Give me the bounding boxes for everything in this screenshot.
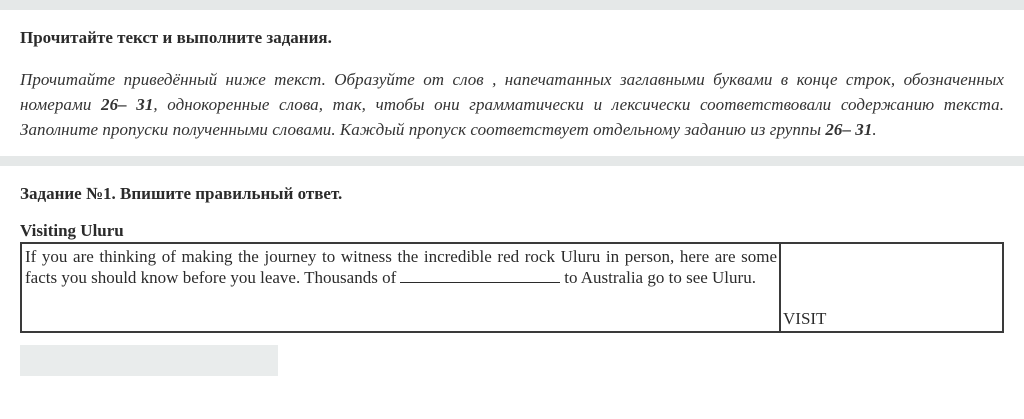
passage-text-after: to Australia go to see Uluru.: [564, 268, 756, 287]
section-divider: [0, 156, 1024, 166]
instructions-text-part3: .: [872, 120, 877, 139]
gap-blank: [400, 267, 560, 283]
passage-cell: [21, 243, 780, 332]
instructions-text: [20, 67, 1004, 142]
instructions-section: [0, 10, 1024, 146]
instructions-text-part1: Прочитайте приведённый ниже текст. Образуйте от слов , напечатанных заглавными буквами в конце строк, обозначенных номерами: [20, 70, 1004, 114]
keyword: VISIT: [783, 309, 827, 328]
passage-text-before: If you are thinking of making the journey to witness the incredible red rock Uluru in person, here are some facts you should know before you leave. Thousands of: [25, 247, 777, 287]
task-range-1: 26– 31: [101, 95, 154, 114]
keyword-cell: [780, 243, 1003, 332]
task-heading: Задание №1. Впишите правильный ответ.: [20, 184, 343, 203]
task-row: [21, 243, 1003, 332]
instructions-heading: Прочитайте текст и выполните задания.: [20, 28, 332, 47]
instructions-text-part2: , однокоренные слова, так, чтобы они грамматически и лексически соответствовали содержанию текста. Заполните пропуски полученными словами. Каждый пропуск соответствует отдельному заданию из группы: [20, 95, 1004, 139]
passage-title: Visiting Uluru: [20, 221, 124, 240]
task-table: [20, 242, 1004, 333]
task-range-2: 26– 31: [825, 120, 873, 139]
answer-input[interactable]: [20, 345, 278, 376]
top-divider: [0, 0, 1024, 10]
task-section: [0, 166, 1024, 376]
